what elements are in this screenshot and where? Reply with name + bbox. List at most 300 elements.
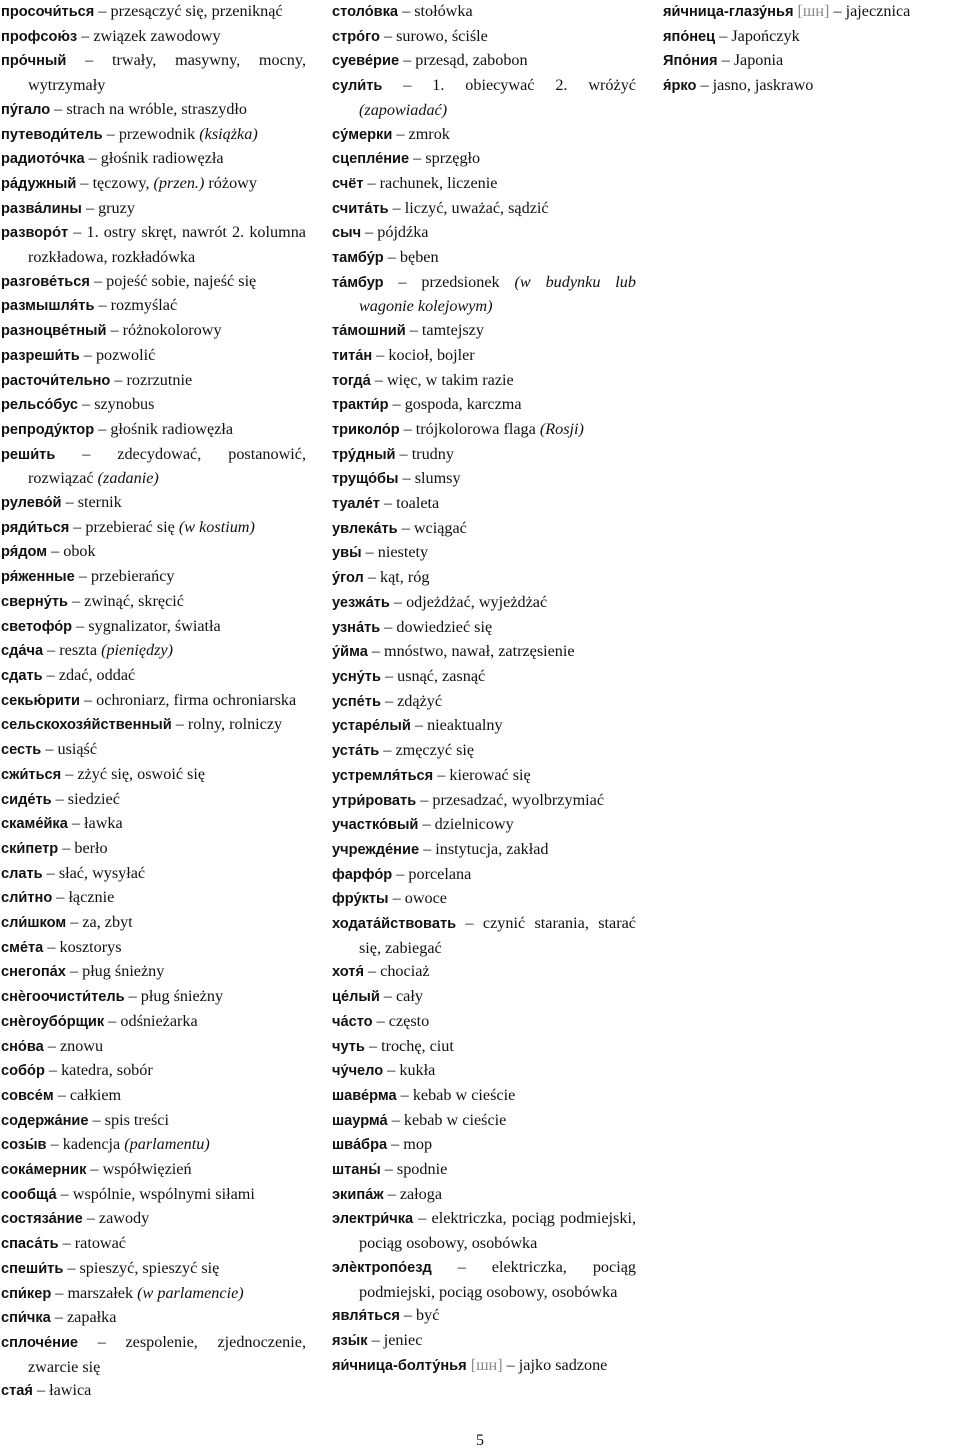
dictionary-entry	[1, 516, 306, 541]
dictionary-entry	[332, 443, 636, 468]
headword: шаве́рма	[332, 1087, 397, 1104]
translation-text: – przedsionek	[383, 272, 515, 291]
usage-note: (zadanie)	[97, 469, 159, 488]
translation-text: – ławica	[32, 1381, 92, 1400]
usage-note: (w kostium)	[178, 517, 255, 536]
dictionary-entry	[332, 640, 636, 665]
translation-text: – reszta	[43, 641, 102, 660]
translation-text: – ławka	[67, 814, 123, 833]
dictionary-entry	[1, 418, 306, 443]
translation-text: – obok	[47, 542, 96, 561]
headword: Япо́ния	[663, 53, 718, 70]
headword: трущо́бы	[332, 471, 399, 488]
headword: спи́кер	[1, 1285, 52, 1302]
headword: тракти́р	[332, 397, 389, 414]
headword: рулево́й	[1, 495, 62, 512]
translation-text: – dowiedzieć się	[380, 617, 493, 636]
dictionary-entry	[332, 1059, 636, 1084]
headword: сда́ча	[1, 643, 44, 660]
dictionary-entry	[1, 886, 306, 911]
dictionary-entry	[332, 1133, 636, 1158]
translation-text: – sygnalizator, światła	[72, 616, 221, 635]
dictionary-entry	[1, 1331, 306, 1379]
translation-text: – rachunek, liczenie	[363, 173, 498, 192]
headword: та́мбур	[332, 274, 384, 291]
translation-text: – owoce	[388, 889, 447, 908]
headword: совсе́м	[1, 1087, 54, 1104]
translation-text: – związek zawodowy	[77, 26, 221, 45]
headword: сцепле́ние	[332, 151, 410, 168]
dictionary-entry	[332, 541, 636, 566]
translation-text: – znowu	[43, 1036, 104, 1055]
headword: ски́петр	[1, 840, 59, 857]
translation-text: – zżyć się, oswoić się	[61, 764, 206, 783]
translation-text: – gospoda, karczma	[388, 395, 522, 414]
translation-text: – wspólnie, wspólnymi siłami	[56, 1184, 255, 1203]
dictionary-entry	[1, 713, 306, 738]
dictionary-entry	[1, 1257, 306, 1282]
translation-text: – trójkolorowa flaga	[399, 419, 540, 438]
translation-text: – mop	[387, 1135, 433, 1154]
translation-text: – chociaż	[363, 962, 430, 981]
translation-text: – kukła	[383, 1061, 436, 1080]
translation-text: – przesadzać, wyolbrzymiać	[416, 790, 605, 809]
headword: ря́женные	[1, 569, 75, 586]
headword: спеши́ть	[1, 1260, 64, 1277]
headword: тру́дный	[332, 446, 396, 463]
translation-text: – szynobus	[78, 395, 155, 414]
translation-text: – ratować	[58, 1234, 126, 1253]
headword: язы́к	[332, 1332, 368, 1349]
dictionary-entry	[332, 665, 636, 690]
dictionary-entry	[332, 739, 636, 764]
dictionary-entry	[1, 1183, 306, 1208]
translation-text: – porcelana	[392, 864, 472, 883]
translation-text: – bęben	[383, 248, 439, 267]
translation-text: – jajko sadzone	[502, 1355, 608, 1374]
headword: содержа́ние	[1, 1112, 89, 1129]
headword: стро́го	[332, 28, 380, 45]
translation-text: – zdać, oddać	[42, 665, 136, 684]
usage-note: (przen.)	[153, 173, 205, 192]
headword: расточи́тельно	[1, 372, 111, 389]
headword: фарфо́р	[332, 866, 393, 883]
headword: япо́нец	[663, 28, 716, 45]
headword: ча́сто	[332, 1013, 373, 1030]
translation-text: – kąt, róg	[363, 568, 430, 587]
translation-text: – różnokolorowy	[106, 321, 222, 340]
dictionary-entry	[1, 862, 306, 887]
headword: туале́т	[332, 496, 380, 513]
dictionary-entry	[332, 172, 636, 197]
dictionary-entry	[332, 1084, 636, 1109]
dictionary-entry	[332, 960, 636, 985]
dictionary-entry	[1, 1059, 306, 1084]
headword: электри́чка	[332, 1211, 414, 1228]
translation-text: – 1. ostry skręt, nawrót 2. kolumna rozkładowa, rozkładówka	[28, 223, 306, 267]
headword: тамбу́р	[332, 250, 384, 267]
dictionary-entry	[1, 738, 306, 763]
translation-text: – kocioł, bojler	[372, 345, 475, 364]
dictionary-entry	[663, 49, 956, 74]
headword: тогда́	[332, 372, 371, 389]
translation-text: – głośnik radiowęzła	[94, 419, 234, 438]
headword: сиде́ть	[1, 791, 52, 808]
headword: счёт	[332, 175, 364, 192]
headword: сли́тно	[1, 890, 53, 907]
headword: экипа́ж	[332, 1186, 384, 1203]
translation-text: – przewodnik	[102, 124, 200, 143]
translation-text: – wciągać	[397, 518, 467, 537]
dictionary-entry	[1, 1109, 306, 1134]
translation-text: – słać, wysyłać	[42, 863, 146, 882]
dictionary-entry	[1, 369, 306, 394]
usage-note: (w budynku lub wagonie kolejowym)	[359, 272, 636, 316]
headword: уезжа́ть	[332, 594, 390, 611]
dictionary-entry	[332, 319, 636, 344]
translation-text: – strach na wróble, straszydło	[50, 99, 248, 118]
dictionary-entry	[1, 788, 306, 813]
dictionary-entry	[1, 221, 306, 269]
headword: просочи́ться	[1, 4, 95, 20]
headword: устремля́ться	[332, 767, 434, 784]
headword: собо́р	[1, 1063, 45, 1080]
headword: сообща́	[1, 1186, 57, 1203]
headword: яи́чница-болту́нья	[332, 1357, 467, 1374]
translation-text: – trochę, ciut	[364, 1036, 454, 1055]
translation-text: – 1. obiecywać 2. wróżyć	[382, 76, 636, 95]
translation-text: – Japończyk	[715, 26, 800, 45]
dictionary-entry	[1, 294, 306, 319]
dictionary-entry	[332, 764, 636, 789]
translation-text: – toaleta	[379, 494, 440, 513]
dictionary-entry	[1, 1158, 306, 1183]
headword: триколо́р	[332, 421, 400, 438]
dictionary-entry	[1, 936, 306, 961]
headword: секью́рити	[1, 692, 80, 709]
translation-text: – usiąść	[41, 740, 98, 759]
dictionary-entry	[332, 714, 636, 739]
translation-text: – trwały, masywny, mocny, wytrzymały	[28, 51, 306, 95]
headword: реши́ть	[1, 446, 56, 463]
translation-text: – sprzęgło	[409, 149, 481, 168]
translation-text: – zapałka	[50, 1308, 117, 1327]
headword: размышля́ть	[1, 298, 95, 315]
dictionary-entry	[332, 147, 636, 172]
usage-note: (pieniędzy)	[101, 641, 173, 660]
headword: снѐгоубо́рщик	[1, 1013, 105, 1030]
dictionary-entry	[332, 74, 636, 122]
headword: учрежде́ние	[332, 841, 420, 858]
dictionary-entry	[332, 0, 636, 25]
usage-note: (książka)	[199, 124, 258, 143]
headword: сверну́ть	[1, 593, 68, 610]
translation-text: – pług śnieżny	[124, 987, 224, 1006]
headword: разворо́т	[1, 225, 69, 242]
dictionary-entry	[1, 1084, 306, 1109]
dictionary-entry	[1, 615, 306, 640]
dictionary-entry	[1, 985, 306, 1010]
dictionary-entry	[332, 591, 636, 616]
translation-text: – cały	[379, 987, 423, 1006]
headword: созы́в	[1, 1137, 47, 1154]
translation-text: – przesąd, zabobon	[399, 51, 528, 70]
translation-text: – spieszyć, spieszyć się	[63, 1258, 220, 1277]
translation-text: – całkiem	[53, 1085, 122, 1104]
headword: рельсо́бус	[1, 397, 78, 414]
headword: стая́	[1, 1383, 33, 1400]
translation-text: – spis treści	[88, 1110, 169, 1129]
translation-text: – zdążyć	[380, 691, 443, 710]
translation-text: – pójdźka	[361, 223, 429, 242]
translation-text: – pojeść sobie, najeść się	[89, 271, 257, 290]
headword: разгове́ться	[1, 273, 90, 290]
dictionary-entry	[332, 912, 636, 960]
dictionary-entry	[332, 197, 636, 222]
dictionary-entry	[1, 812, 306, 837]
dictionary-entry	[332, 271, 636, 319]
headword: у́гол	[332, 570, 364, 587]
translation-text: – kosztorys	[43, 937, 122, 956]
dictionary-entry	[332, 467, 636, 492]
headword: профсою́з	[1, 28, 78, 45]
dictionary-entry	[1, 1010, 306, 1035]
headword: спи́чка	[1, 1310, 51, 1327]
translation-text: – tamtejszy	[405, 321, 484, 340]
translation-text: – marszałek	[51, 1283, 138, 1302]
translation-text: – instytucja, zakład	[419, 839, 549, 858]
dictionary-entry	[1, 491, 306, 516]
headword: путеводи́тель	[1, 126, 103, 143]
translation-text: – kebab w cieście	[387, 1110, 507, 1129]
headword: сули́ть	[332, 78, 383, 95]
headword: скаме́йка	[1, 816, 68, 833]
headword: сжи́ться	[1, 766, 62, 783]
headword: ря́дом	[1, 544, 48, 561]
dictionary-entry	[1, 639, 306, 664]
translation-text: różowy	[204, 173, 257, 192]
dictionary-entry	[332, 369, 636, 394]
dictionary-entry	[1, 123, 306, 148]
headword: ходата́йствовать	[332, 916, 457, 933]
page-number: 5	[476, 1432, 484, 1449]
headword: снегопа́х	[1, 964, 66, 981]
translation-text: – łącznie	[52, 888, 115, 907]
dictionary-entry	[1, 911, 306, 936]
translation-text: – za, zbyt	[66, 913, 133, 932]
translation-text: – odjeżdżać, wyjeżdżać	[389, 592, 548, 611]
dictionary-entry	[1, 344, 306, 369]
dictionary-entry	[1, 393, 306, 418]
translation-text: – być	[399, 1306, 440, 1325]
dictionary-entry	[1, 1282, 306, 1307]
translation-text: – spodnie	[380, 1160, 448, 1179]
dictionary-entry	[332, 393, 636, 418]
headword: штаны́	[332, 1162, 381, 1179]
translation-text: – gruzy	[81, 198, 135, 217]
translation-text: – surowo, ściśle	[379, 26, 488, 45]
headword: це́лый	[332, 989, 380, 1006]
dictionary-entry	[332, 1207, 636, 1255]
headword: сельскохозя́йственный	[1, 717, 172, 734]
headword: фру́кты	[332, 891, 389, 908]
dictionary-entry	[1, 197, 306, 222]
dictionary-entry	[332, 887, 636, 912]
translation-text: – współwięzień	[86, 1160, 192, 1179]
dictionary-entry	[332, 418, 636, 443]
translation-text: – zawody	[82, 1209, 150, 1228]
headword: тита́н	[332, 347, 373, 364]
translation-text: – katedra, sobór	[44, 1061, 153, 1080]
headword: сыч	[332, 225, 362, 242]
headword: сдать	[1, 667, 43, 684]
headword: су́мерки	[332, 126, 393, 143]
translation-text: – Japonia	[717, 51, 784, 70]
dictionary-entry	[1, 172, 306, 197]
dictionary-entry	[1, 1133, 306, 1158]
dictionary-entry	[332, 1304, 636, 1329]
headword: усну́ть	[332, 668, 381, 685]
dictionary-column-1	[1, 0, 306, 1404]
translation-text: – pług śnieżny	[65, 962, 165, 981]
dictionary-entry	[332, 25, 636, 50]
dictionary-entry	[332, 1158, 636, 1183]
dictionary-entry	[1, 147, 306, 172]
translation-text: – berło	[58, 838, 108, 857]
headword: ра́дужный	[1, 175, 77, 192]
headword: пу́гало	[1, 101, 51, 118]
headword: чу́чело	[332, 1063, 384, 1080]
translation-text: – zespolenie, zjednoczenie, zwarcie się	[28, 1332, 306, 1376]
headword: шаурма́	[332, 1112, 388, 1129]
dictionary-entry	[1, 1232, 306, 1257]
translation-text: – kebab w cieście	[396, 1085, 516, 1104]
translation-text: – często	[372, 1011, 430, 1030]
headword: ряди́ться	[1, 519, 70, 536]
dictionary-entry	[1, 1306, 306, 1331]
headword: сме́та	[1, 939, 44, 956]
dictionary-entry	[332, 863, 636, 888]
translation-text: – rozmyślać	[94, 296, 178, 315]
translation-text: – sternik	[61, 493, 122, 512]
dictionary-entry	[332, 838, 636, 863]
headword: та́мошний	[332, 323, 406, 340]
translation-text: – przesączyć się, przeniknąć	[94, 2, 283, 20]
dictionary-entry	[332, 221, 636, 246]
dictionary-entry	[332, 1256, 636, 1304]
headword: состяза́ние	[1, 1211, 83, 1228]
translation-text: – jasno, jaskrawo	[696, 76, 814, 95]
usage-note: (w parlamencie)	[137, 1283, 244, 1302]
dictionary-entry	[663, 25, 956, 50]
headword: участко́вый	[332, 817, 419, 834]
dictionary-entry	[1, 443, 306, 491]
dictionary-entry	[332, 813, 636, 838]
dictionary-entry	[663, 74, 956, 99]
headword: утри́ровать	[332, 792, 417, 809]
dictionary-entry	[1, 590, 306, 615]
translation-text: – jajecznica	[829, 2, 911, 20]
usage-note: (zapowiadać)	[359, 100, 448, 119]
translation-text: – elektriczka, pociąg podmiejski, pociąg osobowy, osobówka	[359, 1209, 636, 1253]
translation-text: – dzielnicowy	[418, 815, 514, 834]
dictionary-entry	[663, 0, 956, 25]
translation-text: – mnóstwo, nawał, zatrzęsienie	[367, 642, 575, 661]
headword: элѐктропо́езд	[332, 1259, 432, 1276]
translation-text: – liczyć, uważać, sądzić	[388, 198, 549, 217]
dictionary-entry	[1, 1035, 306, 1060]
headword: сесть	[1, 742, 42, 759]
translation-text: – zmrok	[392, 124, 450, 143]
translation-text: – siedzieć	[51, 789, 120, 808]
headword: успе́ть	[332, 693, 381, 710]
headword: радиото́чка	[1, 151, 85, 168]
translation-text: – kadencja	[46, 1135, 125, 1154]
headword: столо́вка	[332, 4, 399, 20]
translation-text: – trudny	[395, 444, 454, 463]
dictionary-entry	[332, 690, 636, 715]
headword: сно́ва	[1, 1038, 44, 1055]
headword: сплоче́ние	[1, 1334, 79, 1351]
dictionary-entry	[1, 540, 306, 565]
headword: светофо́р	[1, 618, 73, 635]
headword: спаса́ть	[1, 1236, 59, 1253]
translation-text: – ochroniarz, firma ochroniarska	[79, 690, 297, 709]
headword: я́рко	[663, 78, 697, 95]
dictionary-entry	[332, 123, 636, 148]
dictionary-entry	[1, 664, 306, 689]
translation-text: – rozrzutnie	[110, 370, 193, 389]
translation-text: – tęczowy,	[76, 173, 154, 192]
headword: суеве́рие	[332, 53, 400, 70]
translation-text: – zwinąć, skręcić	[67, 591, 184, 610]
dictionary-entry	[332, 517, 636, 542]
translation-text: – zdecydować, postanowić, rozwiązać	[28, 444, 306, 488]
headword: хотя́	[332, 964, 364, 981]
headword: устаре́лый	[332, 718, 411, 735]
dictionary-entry	[1, 319, 306, 344]
grammar-marker: [шн]	[797, 2, 830, 20]
headword: у́йма	[332, 644, 368, 661]
dictionary-entry	[332, 1354, 636, 1379]
dictionary-entry	[332, 985, 636, 1010]
translation-text: – pozwolić	[79, 345, 156, 364]
headword: чуть	[332, 1038, 365, 1055]
headword: счита́ть	[332, 200, 389, 217]
dictionary-entry	[1, 837, 306, 862]
headword: шва́бра	[332, 1137, 388, 1154]
translation-text: – zmęczyć się	[379, 741, 475, 760]
headword: яи́чница-глазу́нья	[663, 4, 794, 20]
dictionary-entry	[1, 49, 306, 97]
dictionary-entry	[1, 1379, 306, 1404]
translation-text: – stołówka	[398, 2, 473, 20]
dictionary-entry	[1, 763, 306, 788]
translation-text: – rolny, rolniczy	[171, 715, 283, 734]
usage-note: (parlamentu)	[124, 1135, 210, 1154]
dictionary-entry	[332, 246, 636, 271]
headword: репроду́ктор	[1, 421, 95, 438]
dictionary-column-3	[663, 0, 956, 99]
translation-text: – przebierać się	[69, 517, 179, 536]
dictionary-entry	[332, 616, 636, 641]
translation-text: – załoga	[383, 1184, 443, 1203]
dictionary-entry	[332, 1109, 636, 1134]
dictionary-entry	[1, 270, 306, 295]
headword: увы́	[332, 545, 362, 562]
headword: разреши́ть	[1, 347, 80, 364]
dictionary-entry	[332, 492, 636, 517]
